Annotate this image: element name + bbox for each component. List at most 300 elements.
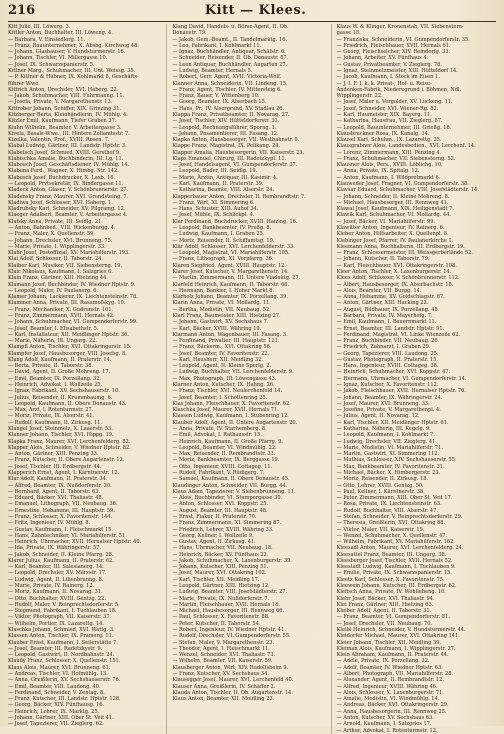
directory-entry: — Heinrich, Lehrer, IX. Marktg. 25.	[8, 708, 100, 715]
directory-entry: — Leopold, Gärtner, XIII. Hietzing 12.	[172, 583, 270, 590]
directory-entry: Klar Adolf, Kaufmann, II. Praterstr. 34.	[8, 476, 108, 483]
directory-entry: Klabusch Josef, Buchdrucker, X. Laxb. 16.	[8, 174, 116, 181]
directory-entry: — Ignaz, Steinmetzmeister, XIII. Hütteldorf 14.	[336, 67, 458, 74]
directory-entry: — Franz, Bauer, V. Wittenberg 10.	[172, 93, 260, 100]
directory-entry: Klarner Anton, Kutscher, IX. Hahng. 26.	[172, 382, 275, 389]
directory-entry: — Alois, Schlosser, X. Laxenburgerstr. 71.	[336, 689, 444, 696]
directory-entry: — Martin, Fleischhauer, XVII. Hernals 18.	[172, 601, 280, 608]
directory-entry: — Robert, Ingenieur, IV. Wiedner Hptstr. 41.	[172, 627, 286, 633]
directory-entry: — Ludwig, Beamter, VIII. Josefstädterstr. 27.	[172, 589, 288, 596]
directory-entry: Klarholz Johann, Beamter, IX. Porzellang. 39.	[172, 294, 288, 301]
directory-entry: — Franz, Schlossermeister, III. Weissgerberlände 52.	[336, 250, 473, 257]
directory-entry: Klauweder Josef, Fragner, VI. Gumpendorferstr. 38.	[336, 181, 469, 188]
directory-entry: Kleber Anton, Hilfsarbeiter, X. Quellenpl. 8.	[336, 231, 449, 238]
directory-entry: — Franz, Agent, Tischler, IV. Mittersteig 6.	[172, 86, 282, 93]
directory-entry: — Hermann, Uhrmacher, VI. Gumpendorferstr. 14.	[336, 375, 467, 382]
directory-entry: — Peter, Zimmermann, XIII. Ober St. Veit 17.	[336, 495, 453, 502]
directory-entry: — Heinrich, Advokat, I. Wollzeile 25.	[8, 382, 103, 389]
directory-entry: — Anna, Hebamme, XV. Goldschlagstr. 87.	[336, 294, 445, 301]
directory-entry: — Michael, Bäcker, X. Himbergerstr. 23.	[336, 469, 441, 476]
directory-entry: — Adolf, Beamter, IV. Wiedner Hptstr. 63.	[336, 664, 443, 671]
directory-entry: Andenken-Fabrik, Niederegrund i. Böhmen, Ndl.	[336, 86, 462, 93]
directory-entry: — Marie, Ärztin, Antiquar, III. Kasimir. 4.	[172, 174, 278, 181]
directory-entry: — Moriz, Reisender, II. Zirkusg. 18.	[336, 476, 429, 483]
directory-entry: Klaudy Franz, Schlosser, X. Quellenstr. 151.	[8, 658, 121, 665]
directory-entry: Kleesberger Josef, Tischler, XVII. Hernals 52.	[336, 557, 453, 564]
directory-entry: — Marie, Näherin, III. Ungarg. 22.	[8, 338, 98, 345]
directory-entry: Klamann Josef, Buchbinder, IV. Wiedner Hptstr. 9.	[8, 281, 136, 288]
directory-entry: — August, Beamter, III. Hauptstr. 48.	[172, 507, 268, 514]
directory-entry: Kleesadl Anton, Maurer, XVI. Lerchenfelderg. 24.	[336, 545, 464, 552]
directory-entry: — Moriz, Private, IX. Alserstr. 41.	[8, 413, 95, 420]
directory-entry: — Wenzel, Schneider, XVI. Thaliastr. 73.	[172, 652, 276, 659]
directory-entry: Klabuna Ferd., Wagner, X. Himbg. Str. 142.	[8, 168, 119, 175]
directory-entry: — Hans, Zahntechniker, VI. Mariahilferstr. 51.	[8, 532, 127, 539]
directory-entry: Kiuhn Wilhelm, Beamter, V. Arbeitergasse 3.	[8, 124, 122, 131]
directory-entry: — Georg, Fleischselcher, XIV. Reindorfg. 33.	[336, 49, 451, 56]
directory-entry: Klein Abraham, Kaufmann, II. Praterstr. 44.	[336, 652, 449, 659]
directory-entry: — Franz, Kutscher, XV. Sechshaus 34.	[172, 670, 270, 677]
directory-entry: Klapka Anton, Hausbesorger, VII. Westbahnstr. 9.	[172, 137, 300, 144]
directory-entry: — Heinrich, Schuhmacher, XVI. Koppstr. 47.	[336, 369, 451, 376]
directory-entry: — Marie, Private, IX. Nußdorferstr. 7.	[172, 595, 270, 602]
directory-entry: — Anna, Greißlerin, XV. Sechshauserstr. 76.	[8, 677, 121, 684]
directory-entry: Kitt Julie, III. Löwerg. 3.	[8, 24, 71, 30]
directory-entry: Klain Franz, Gärtner, XIII. Hietzing 44.	[8, 275, 108, 282]
directory-entry: — Arnold, Kaufmann, I. Salzgries 17.	[336, 721, 432, 728]
page-title: Kitt — Klees.	[204, 3, 307, 18]
directory-entry: — Samuel, Kaufmann, II. Obere Donaustr. 45.	[172, 476, 290, 483]
directory-entry: Klär Adolf, Schlosser, XVI. Lerchenfelderstr. 33.	[172, 243, 295, 250]
directory-entry: — Alfred, Beamter, IX. Nußdorferstr. 20.	[8, 482, 112, 489]
directory-entry: — Josef, Bäcker, VI. Mariahilferstr. 99.	[336, 218, 436, 225]
directory-entry: — Leopold, Magistrat, VI. Mariahilferstr. 105.	[172, 250, 290, 257]
directory-entry: Klammer Anna, Private, III. Rasumofskyg. 10.	[8, 300, 126, 307]
directory-entry: — Bertha, Modistin, VII. Neubaug. 52.	[172, 306, 271, 313]
directory-entry: — Rudolf, Fabrikant, V. Rüdigerg. 7.	[172, 469, 265, 476]
directory-entry: — Hermann, Bankier, I. Hoher Markt 8.	[172, 287, 274, 294]
directory-entry: — Michael, Hausbesorger, III. Rennweg 41.	[336, 199, 449, 206]
directory-entry: — Jakob, Gem.-Beamt., II. Tandelmarktg. 16.	[172, 36, 288, 43]
directory-entry: — Moriz, Bankbeamter, IX. Berggasse 19.	[172, 457, 280, 464]
directory-entry: Kleetz Karl, Schlosser, X. Favoritenstr. 75.	[336, 576, 445, 583]
directory-entry: — Leopold, Drechsler, XV. Märzstr. 17.	[8, 570, 107, 577]
directory-entry: — Wilhelm, Fabrikant, XV. Mariahilferstr. 162.	[336, 539, 455, 546]
directory-entry: — Leopold, Bankbeamter, IV. Preßg. 8.	[172, 225, 272, 231]
directory-entry: — Karl, Bäcker, XVIII. Währing 19.	[172, 325, 262, 332]
directory-entry: — Siegmund, Fabrikant, I. Tuchlauben 18.	[8, 608, 117, 615]
directory-entry: — Berta, Private, II. Taborstr. 38.	[8, 363, 94, 370]
directory-entry: — Viktor, Maler, VII. Kaiserstr. 19.	[336, 526, 425, 533]
directory-entry: — Josef, Tischler, III. Erdbergstr. 44.	[8, 463, 102, 470]
directory-entry: — P. Kittner & Hübner, IX. Kohlmarkt 8, Geschäfts-	[8, 74, 139, 81]
directory-entry: Wipplingerstr. 22.	[336, 93, 383, 100]
directory-entry: — Peter, Kutscher, II. Taborstr. 54.	[172, 620, 261, 627]
directory-entry: — David, Agent, II. Große Mohreng. 17.	[8, 369, 111, 376]
directory-entry: — Ludwig, Buchhalter, VII. Lerchenfelderstr. 9.	[172, 369, 294, 376]
directory-entry: — Hans, Pr., IV. Alsergrund, XV. Stadlau 26.	[172, 105, 285, 112]
directory-entry: — Wilhelm, Beamter, VII. Kaiserstr. 59.	[172, 658, 273, 665]
directory-entry: Klausegger Josef, Maurer, XVI. Lerchenfeld 40.	[172, 677, 294, 684]
directory-entry: — Ferdinand, Magistrat, VI. Linke Wienzeile 62.	[336, 331, 461, 338]
directory-entry: — Ludwig, Beamter, Hernals 5.	[172, 67, 253, 74]
directory-entry: — Josef, Maurer, XVI. Ottakring 102.	[172, 570, 267, 577]
directory-entry: Klang David, Handels- u. Börse-Agent, II. Ob.	[172, 24, 289, 30]
directory-entry: — Albert, Hausbesorger, IX. Alserbachstr. 18.	[336, 281, 454, 288]
directory-entry: — Katharina, Beamte, VIII. Alserstr. 24.	[172, 187, 275, 194]
directory-entry: — Josef, Tapezierer, VII. Zieglerg. 62.	[8, 721, 104, 728]
directory-entry: — Franz, Zimmermann, XVII. Hernals 42.	[8, 312, 115, 319]
directory-entry: — Ignaz, Fabrikant, XV. Sechshauserstr. 10.	[8, 388, 120, 395]
directory-entry: Kladensky Franz, Maurer, XVI. Grundsteing. 7.	[8, 193, 129, 200]
directory-entry: Klapperbauer Anton, Drechsler, II. Rembrandtstr. 7.	[172, 193, 306, 200]
directory-entry: Klausner Alois, Pers., XVIII. Löblichg. 10.	[336, 162, 443, 169]
directory-entry: — Alfred, Ingenieur, XVIII. Währing 46.	[336, 683, 438, 690]
directory-entry: — Karl, Fleischhauer, XVI. Ottakringerstr. 108.	[336, 262, 457, 269]
directory-entry: — Ida, Private, IX. Währingerstr. 57.	[8, 545, 102, 552]
directory-columns	[8, 24, 496, 734]
directory-entry: — Anton, Schlosser, XVI. Koppstr. 25.	[172, 501, 269, 508]
directory-entry: — Bernhard, Agent, II. Taborstr. 63.	[8, 488, 101, 495]
directory-entry: führer Wwe.	[8, 80, 40, 87]
directory-entry: — Emanuel, Lithograph, VII. Neubaug. 36.	[8, 501, 118, 508]
directory-entry: Klefisch Anna, Private, IV. Wohllebeng. 10.	[336, 589, 446, 596]
directory-entry: — Franz, Kutscher, II. Obere Augartenstr. 12.	[8, 457, 125, 464]
directory-entry: Klauda Anton, Tischler, II. Ob. Augartenstr. 14.	[172, 689, 293, 696]
directory-entry: — Schneider, Reisender, II. Ob. Donaustr. 87.	[172, 55, 289, 62]
directory-entry: Klangel Josef, Steinmetz, X. Laaerstr. 53.	[8, 426, 113, 432]
directory-entry: Klarmann Anton, Wagenbauer, III. Fasang. 3.	[172, 331, 288, 338]
directory-entry: Kladrubsky Karl, Schneider, XV. Pilgramg. 12.	[8, 206, 126, 213]
directory-entry: Kladiwa Josef, Schlosser, XVI. Haberg. 1.	[8, 199, 113, 206]
directory-entry: Kleibl Heinrich, Schneider, V. Hundsturmerstr. 44.	[336, 627, 466, 633]
directory-entry: — Anton, Kutscher, XV. Sechshaus 63.	[336, 714, 434, 721]
directory-entry: — Karl, Hausherr, XII. Meidling 32.	[172, 356, 264, 363]
directory-entry: — Marie, Private, IV. Rainerg. 12.	[8, 583, 95, 590]
directory-entry: — Ferdinand, Privatier, III. Hauptstr. 121.	[172, 338, 280, 345]
directory-entry: — Johann, Tischler, VI. Millergasse 10.	[8, 55, 108, 62]
directory-entry: Klapka Franz, Maurer, XVI. Lerchenfelderg. 82.	[8, 438, 131, 445]
directory-entry: — Wilhelm, Portier, IX. Lazarettg. 14.	[8, 620, 104, 627]
directory-entry: — Moriz, Reisender, II. Schiffamtsg. 19.	[172, 237, 275, 244]
directory-entry: — Stefan, Schneider, V. Reinprechtsdorferstr. 29.	[336, 513, 463, 520]
directory-entry: Klaic Nikolaus, Kaufmann, I. Salzgries 6.	[8, 268, 113, 275]
column-1	[8, 24, 167, 734]
directory-entry: — Robert, Gerr. Agent, XVII. Victoria-Wolf.	[172, 74, 282, 81]
directory-entry: Klaren Siegfried, Agent, XVIII. Hauptstr. 12.	[172, 262, 286, 269]
directory-entry: — Otto, Ingenieur, XVIII. Cottageg. 11.	[172, 463, 273, 470]
directory-entry: Klaiber Karl, Musiker, VII. Siebensterng. 19.	[8, 262, 123, 269]
directory-entry: — Jakob, Schuhmacher, VIII. Fuhrmanng. 11.	[8, 93, 125, 100]
directory-entry: Klafsky Anna, Private, III. Seidlg. 21.	[8, 218, 103, 225]
directory-entry: — Emil, Beamter, VIII. Laudong. 40.	[8, 683, 101, 690]
directory-entry: — Jacob, Kaufmann, I. Stock im Eisen 1.	[336, 74, 440, 81]
directory-entry: Klaus Alois, Maurer, XVI. Brunneng. 61.	[8, 664, 111, 671]
directory-entry: — Johann, Glashauser, V. Hundsturmerstr. 16.	[8, 49, 126, 56]
directory-entry: — Paul, Kellner, I. Kärntnerstr. 38.	[336, 488, 425, 495]
directory-entry: — Max, Bankbeamter, IV. Favoritenstr. 31.	[336, 463, 445, 470]
directory-entry: — Katharina, Hausfrau, VII. Zieglerg. 87.	[336, 118, 443, 125]
directory-entry: — Karl, Tischler, XII. Meidlinger Hptstr. 61.	[336, 419, 449, 426]
directory-entry: Klai Adolf, Schlosser, II. Taborstr. 24.	[8, 256, 104, 263]
directory-entry: — Leopold, Agent, II. Kleine Sperlg. 2.	[172, 363, 272, 370]
directory-entry: Kitzberger Berta, Kleinhändlerin, IV. Mühlg. 4.	[8, 111, 128, 118]
directory-entry: — Friedrich, Lehrer, XVIII. Währing 33.	[172, 526, 274, 533]
directory-entry: Klapperich Ernst, Agent, I. Kärntnerstr. 12.	[8, 469, 120, 476]
directory-entry: Klanner Anna, Schneiderin, VII. Lindeng. 15.	[172, 80, 288, 87]
directory-entry: — Franz, Beamter, VI. Gumpendorferstr. 81.	[336, 614, 450, 621]
directory-entry: Klaps Emanuel, Chirurg, III. Radetzkypl. 11.	[172, 155, 287, 162]
directory-entry: — Josef, Mühle, IX. Schlickpl. 4.	[172, 212, 255, 219]
directory-entry: — Max, Photograph, III. Löwengasse 43.	[172, 375, 277, 382]
directory-entry: — Georg, Beamter, IX. Alserbach 15.	[172, 99, 267, 106]
directory-entry: Klarl Franz, Baumeister, XIII. Hietzing 27.	[172, 312, 281, 319]
directory-entry: — Anton, Bahnbed., VIII. Wickenburgg. 4.	[8, 225, 116, 231]
directory-entry: — Johann, Schneider, II. Kleine Mohreng. 8.	[336, 193, 450, 200]
directory-entry: Kizelka, Valentin, Prof., XVIII. Rosen. 7.	[8, 137, 110, 144]
directory-entry: Klapper Amalia, Hausbesorgerin, VII. Kaiserstr. 23.	[172, 149, 305, 156]
directory-entry: — Jakob, Schuhmacher, X. Laxenburgerstr. 39.	[172, 557, 292, 564]
directory-entry: — Rudolf, Buchhalter, VIII. Alserstr. 47.	[336, 507, 438, 514]
directory-entry: — Josef, Beamter, III. Radetzkystr. 9.	[8, 645, 103, 652]
directory-entry: — Ignaz, Kutscher, X. Favoritenstr. 112.	[336, 382, 439, 389]
directory-entry: Kittrich Anton, Drechsler, XVI. Haberg. 22.	[8, 86, 119, 93]
directory-entry: — Johann, Beamter, IX. Währingerstr. 24.	[336, 394, 443, 401]
directory-entry: Kleestadt Ludwig, Kaufmann, I. Tuchlauben 9.	[336, 564, 456, 571]
directory-entry: — Josef, Drechsler, VII. Neubaug. 70.	[336, 620, 433, 627]
directory-entry: Klawitter Anton, Ingenieur, IV. Rainerg. 6.	[336, 225, 445, 231]
directory-entry: — Alois, Buchbinder, VI. Stumpergasse 30.	[172, 495, 283, 502]
directory-entry: — Franz, Maler, X. Quellenstr. 59.	[8, 231, 95, 238]
directory-entry: Klarer Julius, Kaufmann, II. Praterstr. 62.	[8, 557, 114, 564]
directory-entry: gasse 18.	[336, 30, 361, 37]
directory-entry: — Mathias, Schlosser, XIV. Sechshauserstr. 55.	[336, 457, 457, 464]
directory-entry: Klabal Ludwig, Gärtner, III. Landstr. Hptstr. 3.	[8, 143, 127, 150]
directory-entry: — Franz, Schlosser, X. Favoritenstr. 144.	[8, 513, 113, 520]
directory-entry: Kleer Anton, Tischler, X. Laxenburgerstr. 14.	[336, 268, 452, 275]
directory-entry: Klaus W. & Klinger, Kronenstab, VII. Siebenstern-	[336, 24, 464, 30]
directory-entry: — Johann, Gastwirt, XV. Sechshaus 7.	[172, 319, 269, 326]
column-3	[337, 24, 496, 734]
header-rule	[8, 21, 496, 22]
directory-entry: — Marie, Modistin, VI. Mariahilferstr. 71.	[336, 444, 443, 451]
directory-entry: — Eduard, Bäcker, XVI. Thaliastr. 48.	[8, 495, 104, 502]
directory-entry: — Anton, Kaufmann, I. Wildpretmarkt 6.	[336, 174, 441, 181]
directory-entry: — Leon Antiquar, Buchhändler, Augarten 27.	[172, 61, 288, 68]
directory-entry: Klausberger Anton, Wirt, XIV. Rudolfsheim 9.	[172, 664, 289, 671]
directory-entry: Klehr Josef, Bäcker, XVI. Thaliastr. 94.	[336, 595, 435, 602]
directory-entry: — Alois, Beamter, VII. Burgg. 14.	[336, 287, 422, 294]
directory-entry: — Anton, Gärtner, XIII. Penzing 33.	[8, 451, 99, 458]
page-header	[8, 3, 496, 21]
directory-entry: Klausbruckner Rosa, IX. Kanalg. 14.	[336, 130, 430, 137]
directory-entry: — Max, Arzt, I. Rotenturmstr. 27.	[8, 407, 94, 414]
directory-entry: — Theodor, Agent, I. Fleischmarkt 11.	[172, 645, 270, 652]
directory-entry: — Josef, Handelsagent, VI. Gumpendorferstr. 37.	[172, 162, 298, 169]
directory-entry: — Johann, Kutscher, XIII. Penzing 51.	[172, 564, 269, 571]
directory-entry: — Emil, Advokat, I. Rathausstr. 15.	[172, 432, 262, 439]
directory-entry: — Viktor, Photograph, VII. Kaiserstr. 37.	[8, 614, 112, 621]
directory-entry: — Andreas, Bäcker, XVI. Ottakringerstr. 29.	[336, 702, 449, 709]
directory-entry: — Johann, Schuhmacher, VI. Gumpendorferstr. 99.	[8, 319, 138, 326]
directory-entry: — Barbara, Private, IV. Mayerhofg. 7.	[336, 312, 433, 319]
directory-entry: — Barbara, V. Einsiedlerg. 11.	[8, 36, 86, 43]
directory-entry: — Friedrich, Fleischhauer, XVII. Hernals 61.	[336, 42, 451, 49]
directory-entry: — Jakob, Fleischhauer, XVII. Hernalser Hptstr. 76.	[336, 388, 466, 395]
directory-entry: — Rudolf, Kaufmann, II. Zirkusg. 11.	[8, 419, 102, 426]
directory-entry: Klauber Ernst, Kaufmann, I. Seilerstätte 7.	[8, 639, 118, 646]
column-2	[172, 24, 331, 734]
directory-entry: Klawal Josef, Kaufmann, XIX. Heiligenstadt 7.	[336, 206, 454, 213]
directory-entry: Klaschka Josef, Maurer, XVII. Hernals 71.	[172, 407, 279, 414]
directory-entry: — Johann, Posamentierer, III. Fasang. 12.	[172, 130, 279, 137]
directory-entry: — Karl, Haumeister, XIX. Bayerg. 11.	[336, 111, 432, 118]
directory-entry: — Otto, Lehrer, XVIII. Gentzg. 50.	[336, 482, 424, 489]
directory-entry: — Max, Reisender, II. Rembrandtstr. 33.	[172, 451, 276, 458]
directory-entry: — Josef, IX. Schwarzspanierstr. 5.	[8, 61, 95, 68]
directory-entry: — Franz, Wirt, XI. Simmering 6.	[172, 199, 255, 206]
directory-entry: — Emil, Beamter, IX. Porzellang. 32.	[8, 375, 102, 382]
directory-entry: — J. I. F. I. k. k. Privat-, Hof- u. Reise-	[336, 80, 432, 87]
directory-entry: — Ferdinand, Schneider, V. Zentag. 8.	[8, 689, 105, 696]
directory-entry: — Gustav, Agent, II. Zirkusg. 41.	[172, 539, 256, 546]
directory-entry: Kleier Johann, Tischler, XII. Meidling 39.	[336, 639, 442, 646]
directory-entry: — Katharina, Näherin, III. Kegelg. 9.	[336, 426, 431, 432]
directory-entry: Kivela, Basale-Wwe., III. Hintere Zollamtsstr. 7.	[8, 130, 130, 137]
directory-entry: — Franz, Lithograph, XI. Vorpfarrg. 36.	[172, 256, 274, 263]
directory-entry: Klanner Johann, Tischler, XVI. Hippg. 19.	[8, 432, 114, 439]
directory-entry: — Ludwig, Kaufmann, I. Graben 25.	[172, 231, 265, 238]
directory-entry: Klamer Johann, Lackierer, IX. Liechtensteinstr. 78.	[8, 294, 138, 301]
directory-entry: — Leopold, Rechnungsführer, Sporng. 1.	[172, 124, 277, 131]
directory-entry: Klees Adolf, Schlosser, V. Schönbrunnerstr. 112.	[336, 275, 460, 282]
directory-entry: — Amalie, Modistin, VI. Windmühlg. 14.	[336, 696, 440, 703]
directory-entry: — Ignaz, Buchhändler, Antiquar, Schäfstr. 6.	[172, 49, 286, 56]
directory-entry: Klang Adolf, Kaufmann, II. Praterstr. 14.	[8, 356, 112, 363]
directory-entry: Klawik Karl, Schuhmacher, VI. Mollardg. 44.	[336, 212, 452, 219]
directory-entry: — Moriz, Kaufmann, II. Novarag. 31.	[8, 589, 103, 596]
directory-entry: — Ernestine, Hebamme, III. Hauptstr. 59.	[8, 507, 115, 514]
directory-entry: Klampfer Josef, Hausbesorger, VIII. Josefsg. 8.	[8, 350, 127, 357]
directory-entry: — Leopold, Prvtsekretär, IX. Bindergasse 11.	[8, 181, 124, 188]
directory-entry: — Johann, Gärtner, XIII. Ober St. Veit 41.	[8, 714, 114, 721]
directory-entry: — Josef, Beamter, IV. Favoritenstr. 22.	[172, 350, 270, 357]
directory-entry: — Paul, Schlosser, X. Favoritenstr. 88.	[172, 614, 270, 621]
directory-entry: — Ernst, Beamter, III. Landstr. Hptstr. 91.	[336, 325, 445, 332]
directory-entry: — Emil, Kaufmann, I. Bauernmarkt 11.	[336, 319, 437, 326]
directory-entry: Klausel Karl, Schuhm., IX. Lazarettg. 35.	[336, 137, 442, 144]
directory-entry: — Hans, Ingenieur, XVIII. Cottageg. 38.	[336, 363, 439, 370]
directory-entry: — Franziska, Schneiderin, VI. Gumpendorferstr. 35.	[336, 36, 470, 43]
directory-entry: Klaudinger Anton, Schneider, VII. Burgg. 44.	[172, 482, 288, 489]
directory-entry: — Leopold, Gastwirt, II. Nordbahnstr. 24.	[8, 652, 115, 659]
directory-entry: — Franz, Mechaniker, X. Gudrunstr. 101.	[8, 306, 114, 313]
directory-entry: Kittrober Johann, Schiffer, XIX. Grinzing 31.	[8, 105, 122, 112]
directory-entry: Klabetsch Josef, Schmied, XVIII. Gersthof 9.	[8, 149, 121, 156]
directory-entry: Klassen Ludwig, Kaufmann, I. Stubenring 12.	[172, 413, 289, 420]
directory-entry: Klarer Josef, Kutscher, V. Margarethenstr. 14.	[172, 268, 289, 275]
directory-entry: Klarfeld Heinrich, Kaufmann, II. Taborstr. 68.	[172, 281, 289, 288]
directory-entry: — Marie, Private, I. Wipplingerstr. 33.	[8, 243, 106, 250]
directory-entry: — Johann, Arbeiter, XV. Fünfhaus 4.	[336, 55, 429, 62]
directory-entry: Klaschka Johann, Schmied, XVI. Wattg. 3.	[8, 627, 115, 633]
directory-entry: — Anton, Gärtner, XIII. Hacking 22.	[336, 300, 429, 307]
directory-entry: — Ludwig, Drechsler, VII. Zieglerg. 41.	[336, 438, 437, 445]
directory-entry: — Martin, Zimmermann, III. Untere Viaduktg. 27.	[172, 275, 301, 282]
directory-entry: — Josefine, Private, V. Margarethenpl. 4.	[336, 407, 441, 414]
directory-entry: Kladeck Anton, Glaser, V. Schönbrunnerstr. 27.	[8, 187, 129, 194]
directory-entry: — Julius, Agent, II. Novarag. 12.	[336, 413, 420, 420]
directory-entry: Kittler Anton, Buchhalter, III. Löweng. 4.	[8, 30, 113, 37]
directory-entry: Kleiman Alois, Kaufmann, I. Wipplingerstr. 27.	[336, 645, 456, 652]
directory-entry: Kleiber Adolf, Agent, II. Taborstr. 31.	[336, 608, 432, 615]
directory-entry: — Julius, Reisender, II. Krummbaumg. 6.	[8, 394, 113, 401]
directory-entry: — Karl, Kaufmann, II. Praterstr. 39.	[172, 181, 264, 188]
directory-entry: — Adele, Private, IX. Porzellang. 22.	[336, 658, 430, 665]
directory-entry: — Friedrich, Zahnarzt, I. Graben 29.	[336, 344, 431, 351]
directory-entry: — Anna, Private, IV. Starhemberg. 8.	[172, 426, 267, 432]
directory-entry: — Leopold, Bader, III. Seidlg. 19.	[172, 168, 258, 175]
directory-entry: — Theresia, Greißlerin, XVI. Ottakring 88.	[336, 520, 446, 527]
directory-entry: Klabouch Josef, Geschäftsdiener, IV. Mühlg. 14.	[8, 162, 130, 169]
directory-entry: — Lorenz, Zimmermann, XIII. Penzing 4.	[336, 149, 442, 156]
directory-entry: — Franz, Bäckerm., XVI. Ottakring 56.	[172, 344, 272, 351]
directory-entry: — Franz, Bauunternehmer, X. Absbg. Kirchweg 48.	[8, 42, 139, 49]
directory-entry: Klaus Anton, Beamter, XII. Meidling 23.	[172, 696, 275, 703]
directory-entry: — Leo, Fabrikant, I. Kohlmarkt 11.	[172, 42, 262, 49]
directory-entry: Donaustr. 79.	[172, 30, 207, 37]
directory-entry: — Rudolf, Maler, V. Reinprechtsdorferstr. 5.	[8, 601, 120, 608]
directory-entry: — Ernst, Fiaker, II. Praterstr. 70.	[172, 513, 257, 520]
directory-entry: — Heinrich, Uhrmacher, XVII. Hernalser Hptstr. 40.	[8, 539, 142, 546]
directory-entry: Klappa Franz, Privatbeamter, II. Novarag. 27.	[172, 111, 290, 118]
directory-entry: — Leopold, Maler, IV. Paulanerg. 6.	[8, 287, 99, 294]
directory-entry: — Leopold, Kaufmann, II. Obere Donaustr. 43.	[8, 400, 127, 407]
directory-entry: — Georg, Tapezierer, VIII. Laudong. 25.	[336, 350, 439, 357]
directory-entry: — Rosa, Private, IX. Liechtensteinstr. 63.	[336, 501, 442, 508]
directory-entry: Klebinger Josef, Pfarrer, IV. Paulanerkirche 1.	[336, 237, 454, 244]
directory-entry: — Franz, Zimmermann, XI. Simmering 87.	[172, 520, 282, 527]
directory-entry: — Karl, Tischler, XII. Meidling 17.	[172, 576, 260, 583]
directory-entry: — Gustav, Photograph, II. Praterstr. 15.	[336, 356, 438, 363]
directory-entry: Klappe Franz, Magistrat, IX. Pelikang. 24.	[172, 143, 281, 150]
directory-entry: — August, Bildhauer, IX. Porzellang. 48.	[336, 306, 440, 313]
directory-entry: Kleewein Johann, Kutscher, III. Erdbergstr. 62.	[336, 583, 457, 590]
directory-entry: — Franz, Kutscher, III. Landstr. Hptstr. 128.	[8, 696, 121, 703]
directory-entry: — Arthur, Advokat, I. Rotenturmstr. 12.	[336, 727, 438, 734]
directory-entry: Klahr Josef, Postoffizial, XV. Mariahilferstr. 193.	[8, 250, 130, 257]
directory-entry: — Heinrich, Bäcker, XV. Fünfhaus 22.	[172, 551, 269, 558]
directory-entry: — Gustav, Privatbeamter, V. Zieglerg. 78.	[336, 61, 442, 68]
directory-entry: Klapper Alois, Schneider, V. Wiedner Hptstr. 82.	[8, 444, 131, 451]
directory-entry: — Josef, Beamter, I. Schottenring 25.	[172, 394, 268, 401]
directory-entry: Klauber Adolf, Agent, II. Untere Augartenstr. 20.	[172, 419, 298, 426]
directory-entry: — Heinrich, Kaufmann, II. Große Pfarrg. 9.	[172, 438, 283, 445]
directory-entry: Kleemann Anna, Buchhalterin, III. Erdbergstr. 19.	[336, 243, 465, 250]
directory-entry: — Georg, Kellner, I. Wollzeile 9.	[172, 532, 254, 539]
directory-entry: — Leopold, Beamter, VI. Windmühlg. 22.	[172, 444, 277, 451]
directory-entry: — Karl, Installateur, XII. Meidlinger Hptstr. 36.	[8, 331, 129, 338]
directory-entry: — Stefan, Maler, V. Margarethenstr. 23.	[172, 639, 275, 646]
directory-entry: Klausgrabner Alois, Landesbedien., XVI. Lerchenf. 14.	[336, 143, 476, 150]
directory-entry: Klaeger Adalbert, Beamter, V. Arbeitergasse 4.	[8, 212, 128, 219]
page-number: 216	[8, 3, 36, 18]
directory-entry: — Leopold, Kaufmann, I. Kohlmarkt 7.	[336, 432, 435, 439]
directory-entry: — Franz, Schuhmacher, VII. Siebensterng. 52.	[336, 155, 456, 162]
directory-entry: — Rudolf, Drechsler, VI. Gumpendorferstr. 55.	[172, 633, 291, 640]
directory-entry: — Hans, Uhrmacher, VII. Neubaug. 18.	[172, 545, 273, 552]
directory-entry: — Josef, Schneider, XVI. Wiener-Rg. 82.	[336, 105, 439, 112]
